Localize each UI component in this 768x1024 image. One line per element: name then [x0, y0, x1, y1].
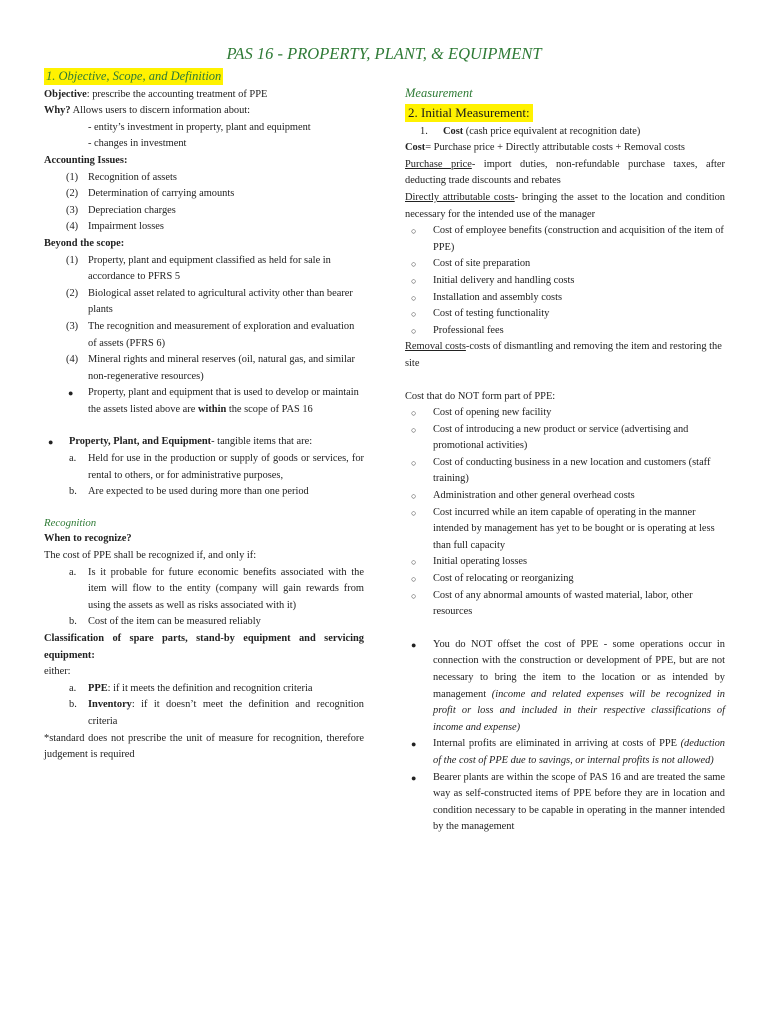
beyond-scope-item: (3) The recognition and measurement of exploration and evaluation of assets (PFRS 6) [66, 320, 355, 349]
bullet-icon: ● [48, 437, 54, 448]
why-text: Allows users to discern information about: [70, 105, 251, 117]
list-marker: (2) [66, 287, 79, 299]
ppe-definition: ● Property, Plant, and Equipment- tangible items that are: [44, 434, 364, 451]
list-marker: a. [69, 566, 77, 578]
list-marker: (4) [66, 221, 79, 233]
ppe-criteria-item: a. Held for use in the production or supply of goods or services, for rental to others, or for administrative purposes, [69, 453, 364, 481]
list-marker: b. [69, 699, 77, 711]
standard-note: *standard does not prescribe the unit of measure for recognition, therefore judgement is required [44, 732, 364, 761]
beyond-scope-item: (4) Mineral rights and mineral reserves (oil, natural gas, and similar non-regenerative resources) [66, 354, 355, 382]
list-marker: (4) [66, 354, 79, 366]
when-to-recognize-text: The cost of PPE shall be recognized if, and only if: [44, 550, 257, 562]
list-marker: (1) [66, 254, 79, 266]
list-marker: (3) [66, 320, 79, 332]
classification-heading: Classification of spare parts, stand-by equipment and servicing equipment: [44, 633, 364, 661]
not-ppe-item: ○ Cost of conducting business in a new location and customers (staff training) [411, 456, 711, 485]
not-ppe-item: ○ Initial operating losses [405, 554, 725, 571]
hollow-bullet-icon: ○ [411, 292, 417, 303]
directly-attributable-item: ○ Cost of testing functionality [405, 306, 725, 323]
hollow-bullet-icon: ○ [411, 590, 417, 601]
not-ppe-item: ○ Administration and other general overhead costs [405, 488, 725, 505]
classification-item: a. PPE: if it meets the definition and recognition criteria [44, 681, 364, 698]
accounting-issues-heading: Accounting Issues: [44, 154, 128, 166]
list-marker: a. [69, 682, 77, 694]
accounting-issue-item: (1) Recognition of assets [44, 170, 364, 187]
hollow-bullet-icon: ○ [411, 457, 417, 468]
bullet-icon: ● [68, 388, 74, 399]
beyond-scope-item: (2) Biological asset related to agricultural activity other than bearer plants [66, 287, 353, 316]
list-marker: (3) [66, 204, 79, 216]
not-ppe-heading: Cost that do NOT form part of PPE: [405, 390, 556, 402]
hollow-bullet-icon: ○ [411, 491, 417, 502]
recognition-criteria-item: a. Is it probable for future economic benefits associated with the item will flow to the entity (company will gain rewards from using the assets as well as risks associated with it) [69, 566, 364, 611]
hollow-bullet-icon: ○ [411, 408, 417, 419]
list-marker: (1) [66, 171, 79, 183]
bullet-icon: ● [411, 739, 417, 750]
directly-attributable-item: ○ Cost of site preparation [405, 256, 725, 273]
why-item: - changes in investment [88, 138, 187, 150]
hollow-bullet-icon: ○ [411, 424, 417, 435]
either-text: either: [44, 666, 71, 678]
directly-attributable-item: ○ Cost of employee benefits (construction and acquisition of the item of PPE) [411, 225, 724, 253]
hollow-bullet-icon: ○ [411, 275, 417, 286]
cost-formula: Cost= Purchase price + Directly attributable costs + Removal costs [405, 142, 685, 154]
bullet-icon: ● [411, 772, 417, 783]
classification-item: b. Inventory: if it doesn’t meet the definition and recognition criteria [69, 699, 364, 727]
list-marker: b. [69, 616, 77, 628]
objective-line [44, 87, 364, 104]
hollow-bullet-icon: ○ [411, 574, 417, 585]
directly-attributable-item: ○ Installation and assembly costs [405, 290, 725, 307]
hollow-bullet-icon: ○ [411, 226, 417, 237]
internal-profits-note: ● Internal profits are eliminated in arriving at costs of PPE (deduction of the cost of PPE due to savings, or internal profits is not allowed) [411, 738, 725, 766]
objective-label: Objective [44, 88, 87, 100]
not-ppe-item: ○ Cost of introducing a new product or service (advertising and promotional activities) [411, 423, 689, 452]
not-ppe-item: ○ Cost of any abnormal amounts of wasted material, labor, other resources [411, 589, 693, 618]
removal-costs-definition: Removal costs-costs of dismantling and removing the item and restoring the site [405, 341, 722, 369]
right-column [405, 84, 725, 836]
accounting-issue-item: (2) Determination of carrying amounts [44, 186, 364, 203]
objective-text: : prescribe the accounting treatment of PPE [86, 88, 268, 100]
why-label: Why? [44, 105, 71, 117]
initial-measurement-heading: 2. Initial Measurement: [405, 104, 533, 122]
accounting-issue-item: (4) Impairment losses [44, 219, 364, 236]
directly-attributable-item: ○ Initial delivery and handling costs [405, 273, 725, 290]
bullet-icon: ● [411, 639, 417, 650]
when-to-recognize-heading: When to recognize? [44, 533, 132, 545]
directly-attributable-definition: Directly attributable costs- bringing the asset to the location and condition necessary for the intended use of the manager [405, 191, 725, 220]
section-objective-scope-definition-heading: 1. Objective, Scope, and Definition [46, 69, 222, 83]
recognition-criteria-item: b. Cost of the item can be measured reliably [44, 614, 364, 631]
left-column [44, 68, 364, 764]
ppe-criteria-item: b. Are expected to be used during more than one period [44, 484, 364, 501]
not-ppe-item: ○ Cost of relocating or reorganizing [405, 571, 725, 588]
list-marker: b. [69, 486, 77, 498]
measurement-heading: Measurement [405, 86, 473, 100]
offset-cost-note: ● You do NOT offset the cost of PPE - some operations occur in connection with the construction or development of PPE, but are not necessary to bring the item to the location or as intended by management (income and related expenses will be recognized in profit or loss and included in their respective classifications of income and expense) [411, 638, 725, 733]
beyond-scope-item: (1) Property, plant and equipment classified as held for sale in accordance to PFRS 5 [66, 254, 331, 283]
recognition-heading: Recognition [44, 516, 97, 529]
list-marker: 1. [420, 125, 428, 137]
why-line [44, 103, 364, 120]
list-marker: (2) [66, 188, 79, 200]
bearer-plants-note: ● Bearer plants are within the scope of PAS 16 and are treated the same way as self-constructed items of PPE before they are in location and condition necessary to be capable in operating in the manner intended by the management [411, 771, 725, 833]
directly-attributable-item: ○ Professional fees [405, 323, 725, 340]
not-ppe-item: ○ Cost incurred while an item capable of operating in the manner intended by management has yet to be bought or is operating at less than full capacity [411, 506, 715, 551]
accounting-issue-item: (3) Depreciation charges [44, 203, 364, 220]
beyond-scope-heading: Beyond the scope: [44, 237, 125, 249]
within-scope-note: ● Property, plant and equipment that is used to develop or maintain the assets listed above are within the scope of PAS 16 [68, 387, 359, 415]
hollow-bullet-icon: ○ [411, 325, 417, 336]
purchase-price-definition: Purchase price- import duties, non-refundable purchase taxes, after deducting trade discounts and rebates [405, 158, 725, 187]
hollow-bullet-icon: ○ [411, 309, 417, 320]
hollow-bullet-icon: ○ [411, 507, 417, 518]
list-marker: a. [69, 453, 77, 465]
hollow-bullet-icon: ○ [411, 259, 417, 270]
why-item: - entity’s investment in property, plant and equipment [88, 121, 311, 133]
cost-definition: 1. Cost (cash price equivalent at recognition date) [405, 124, 725, 141]
hollow-bullet-icon: ○ [411, 557, 417, 568]
not-ppe-item: ○ Cost of opening new facility [405, 405, 725, 422]
page-title: PAS 16 - PROPERTY, PLANT, & EQUIPMENT [226, 44, 542, 63]
